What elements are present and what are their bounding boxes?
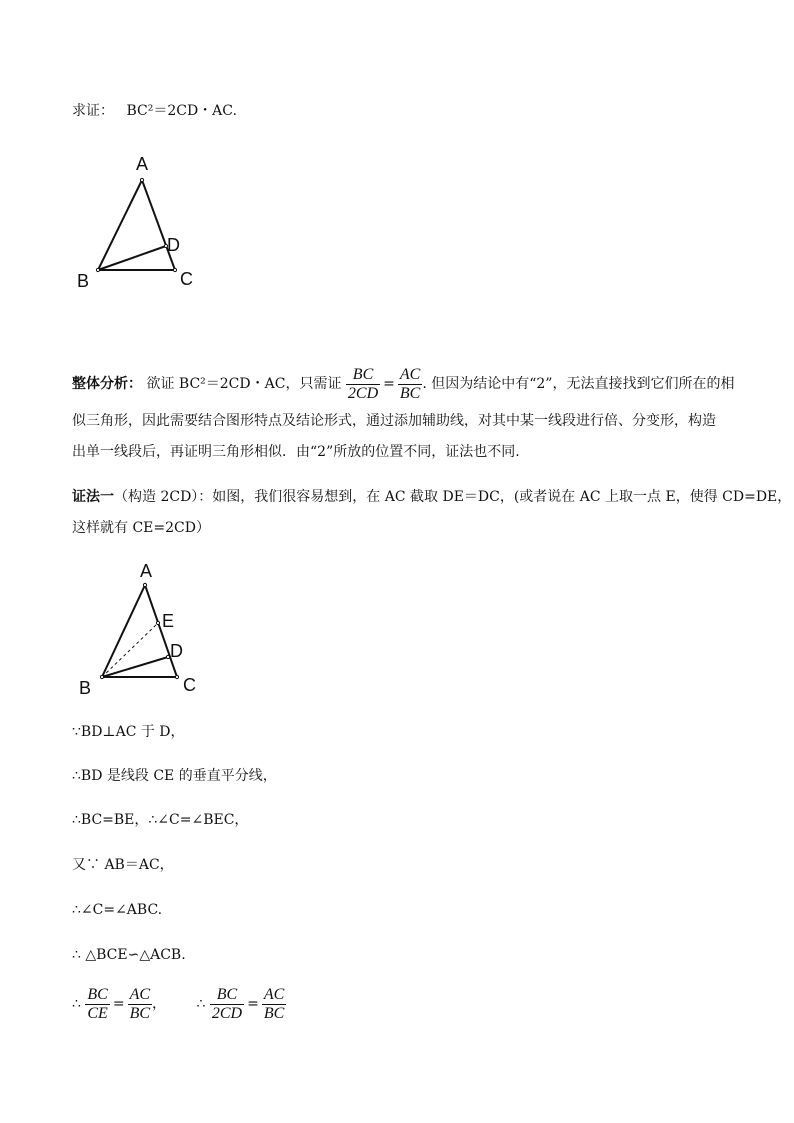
fraction-numerator: BC bbox=[346, 366, 380, 385]
label-d: D bbox=[167, 235, 180, 255]
label-b: B bbox=[77, 271, 90, 291]
point-b bbox=[96, 268, 99, 271]
fraction-numerator: AC bbox=[263, 985, 285, 1003]
point-c bbox=[173, 268, 176, 271]
label-c: C bbox=[180, 269, 193, 289]
fraction-denominator: BC bbox=[399, 384, 421, 402]
fraction-bc-2cd bbox=[210, 986, 244, 1023]
proof-step-2: ∴BD 是线段 CE 的垂直平分线， bbox=[72, 768, 277, 784]
method1-heading: 证法一 bbox=[72, 489, 114, 505]
method1-text-1: （构造 2CD）：如图，我们很容易想到，在 AC 截取 DE＝DC，(或者说在 AC 上取一点 E，使得 CD=DE， bbox=[114, 489, 792, 505]
prove-line bbox=[72, 101, 237, 121]
method1-line-2: 这样就有 CE=2CD） bbox=[72, 520, 210, 536]
point-e bbox=[156, 621, 159, 624]
fraction-denominator: BC bbox=[263, 1004, 285, 1022]
fraction-ac-bc-2 bbox=[262, 986, 286, 1023]
prove-statement: BC²＝2CD・AC. bbox=[126, 103, 237, 119]
fraction-denominator: 2CD bbox=[347, 384, 379, 402]
point-c bbox=[175, 675, 178, 678]
analysis-line-1 bbox=[72, 362, 734, 406]
point-a bbox=[140, 178, 143, 181]
point-b bbox=[100, 675, 103, 678]
fraction-ac-bc bbox=[398, 366, 422, 403]
equals-sign: = bbox=[383, 376, 395, 392]
equals-sign: = bbox=[112, 996, 125, 1012]
label-e: E bbox=[162, 611, 175, 631]
proof-step-1: ∵BD⊥AC 于 D， bbox=[72, 724, 185, 740]
fraction-denominator: 2CD bbox=[211, 1004, 243, 1022]
fraction-bc-ce bbox=[85, 986, 109, 1023]
label-b: B bbox=[79, 678, 92, 698]
comma: ， bbox=[152, 996, 167, 1012]
proof-step-4: 又∵ AB＝AC， bbox=[72, 857, 174, 873]
proof-step-3: ∴BC=BE，∴∠C=∠BEC， bbox=[72, 812, 249, 828]
label-a: A bbox=[136, 154, 149, 174]
label-a: A bbox=[140, 561, 153, 581]
analysis-text-1: 欲证 BC²＝2CD・AC，只需证 bbox=[146, 376, 342, 392]
prove-label: 求证： bbox=[72, 103, 114, 119]
analysis-line-2: 似三角形，因此需要结合图形特点及结论形式，通过添加辅助线，对其中某一线段进行倍、分变形，构造 bbox=[72, 413, 716, 429]
fraction-ac-bc bbox=[128, 986, 152, 1023]
triangle-figure-1 bbox=[70, 150, 210, 295]
fraction-numerator: AC bbox=[399, 365, 421, 383]
fraction-numerator: AC bbox=[129, 985, 151, 1003]
fraction-numerator: BC bbox=[210, 986, 244, 1005]
therefore-symbol: ∴ bbox=[72, 996, 81, 1012]
analysis-line-3: 出单一线段后，再证明三角形相似．由“2”所放的位置不同，证法也不同. bbox=[72, 444, 520, 460]
therefore-symbol-2: ∴ bbox=[196, 996, 206, 1012]
fraction-numerator: BC bbox=[87, 985, 108, 1003]
triangle-figure-2 bbox=[70, 555, 210, 700]
final-line bbox=[72, 982, 286, 1026]
method1-line-1 bbox=[72, 487, 791, 507]
fraction-denominator: BC bbox=[129, 1004, 151, 1022]
equals-sign-2: = bbox=[247, 996, 259, 1012]
proof-step-6: ∴ △BCE∽△ACB. bbox=[72, 947, 186, 963]
analysis-text-2: . 但因为结论中有“2”，无法直接找到它们所在的相 bbox=[422, 376, 735, 392]
analysis-heading: 整体分析： bbox=[72, 376, 142, 392]
label-c: C bbox=[183, 675, 196, 695]
proof-step-5: ∴∠C=∠ABC. bbox=[72, 902, 163, 918]
triangle-abc bbox=[102, 585, 177, 677]
fraction-bc-2cd bbox=[346, 366, 380, 403]
label-d: D bbox=[170, 641, 183, 661]
point-a bbox=[143, 583, 146, 586]
fraction-denominator: CE bbox=[87, 1004, 108, 1022]
